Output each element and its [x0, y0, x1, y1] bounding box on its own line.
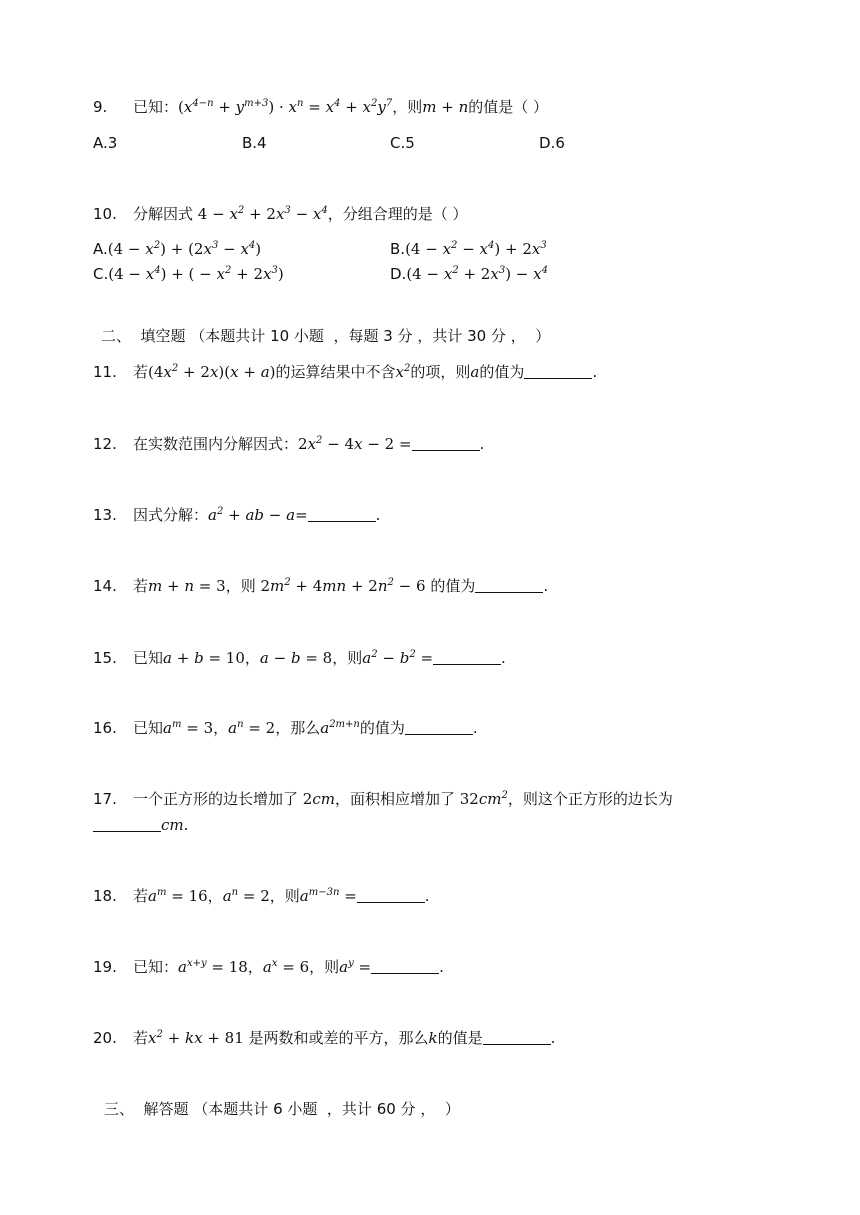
question-18: 18. 若$a^m = 16$，$a^n = 2$，则$a^{m-3n}$ = . — [93, 887, 430, 905]
option-c[interactable]: $C.(4 - x^4)$ + ( − $x^2 + 2x^3$) — [93, 265, 284, 283]
answer-blank[interactable] — [405, 720, 473, 735]
answer-blank[interactable] — [433, 650, 501, 665]
answer-blank[interactable] — [483, 1030, 551, 1045]
question-14: 14. 若m + n = 3，则 $2m^2 + 4mn + 2n^2 - 6$ 的值为 . — [93, 577, 549, 595]
answer-blank[interactable] — [308, 507, 376, 522]
answer-blank[interactable] — [371, 959, 439, 974]
option-b[interactable]: $B.(4 - x^2 - x^4) + 2x^3$ — [390, 240, 547, 258]
option-b[interactable]: B.4 — [242, 134, 267, 152]
question-number: 11. — [93, 363, 117, 381]
answer-blank[interactable] — [357, 888, 425, 903]
question-number: 16. — [93, 719, 117, 737]
section-heading: 三、 解答题 （本题共计 6 小题 ，共计 60 分 ， ） — [104, 1100, 460, 1118]
question-number: 15. — [93, 649, 117, 667]
question-number: 13. — [93, 506, 117, 524]
option-d[interactable]: $D.(4 - x^2 + 2x^3) - x^4$ — [390, 265, 548, 283]
question-number: 18. — [93, 887, 117, 905]
answer-blank[interactable] — [475, 578, 543, 593]
option-a[interactable]: $A.(4 - x^2) + (2x^3 - x^4)$ — [93, 240, 262, 258]
question-16: 16. 已知$a^m = 3$，$a^n = 2$，那么$a^{2m+n}$的值为 . — [93, 719, 478, 737]
answer-blank[interactable] — [412, 436, 480, 451]
question-number: 20. — [93, 1029, 117, 1047]
question-number: 17. — [93, 790, 117, 808]
option-c[interactable]: C.5 — [390, 134, 415, 152]
equation: $(x^{4-n} + y^{m+3}) \cdot x^n = x^4 + x^2y^7$ — [178, 98, 393, 116]
section-heading: 二、 填空题 （本题共计 10 小题 ，每题 3 分 ，共计 30 分 ， ） — [101, 327, 551, 345]
question-20: 20. 若$x^2$ + kx + 81 是两数和或差的平方，那么k的值是 . — [93, 1029, 556, 1047]
question-number: 10. — [93, 205, 117, 223]
question-10: 10. 分解因式 $4 - x^2 + 2x^3 - x^4$，分组合理的是（ ） — [93, 205, 468, 223]
question-19: 19. 已知：$a^{x+y} = 18$，$a^x = 6$，则$a^y$ = . — [93, 958, 444, 976]
question-12: 12. 在实数范围内分解因式：$2x^2 - 4x - 2$ = . — [93, 435, 485, 453]
question-number: 19. — [93, 958, 117, 976]
question-17-line-2: cm. — [93, 815, 188, 835]
question-11: 11. 若$(4x^2 + 2x)(x + a)$的运算结果中不含$x^2$的项，则a的值为 . — [93, 363, 598, 381]
question-13: 13. 因式分解：$a^2$ + ab − a= . — [93, 506, 381, 524]
question-number: 14. — [93, 577, 117, 595]
option-a[interactable]: A.3 — [93, 134, 118, 152]
question-number: 9. — [93, 98, 108, 116]
option-d[interactable]: D.6 — [539, 134, 565, 152]
question-17: 17. 一个正方形的边长增加了 2cm，面积相应增加了 $32cm^2$，则这个正方形的边长为 — [93, 790, 673, 808]
question-number: 12. — [93, 435, 117, 453]
answer-blank[interactable] — [93, 817, 161, 832]
question-9: 9. 已知：$(x^{4-n} + y^{m+3}) \cdot x^n = x^4 + x^2y^7$，则m + n的值是（ ） — [93, 98, 549, 116]
question-15: 15. 已知a + b = 10，a − b = 8，则$a^2 - b^2$ = . — [93, 649, 506, 667]
answer-blank[interactable] — [524, 364, 592, 379]
